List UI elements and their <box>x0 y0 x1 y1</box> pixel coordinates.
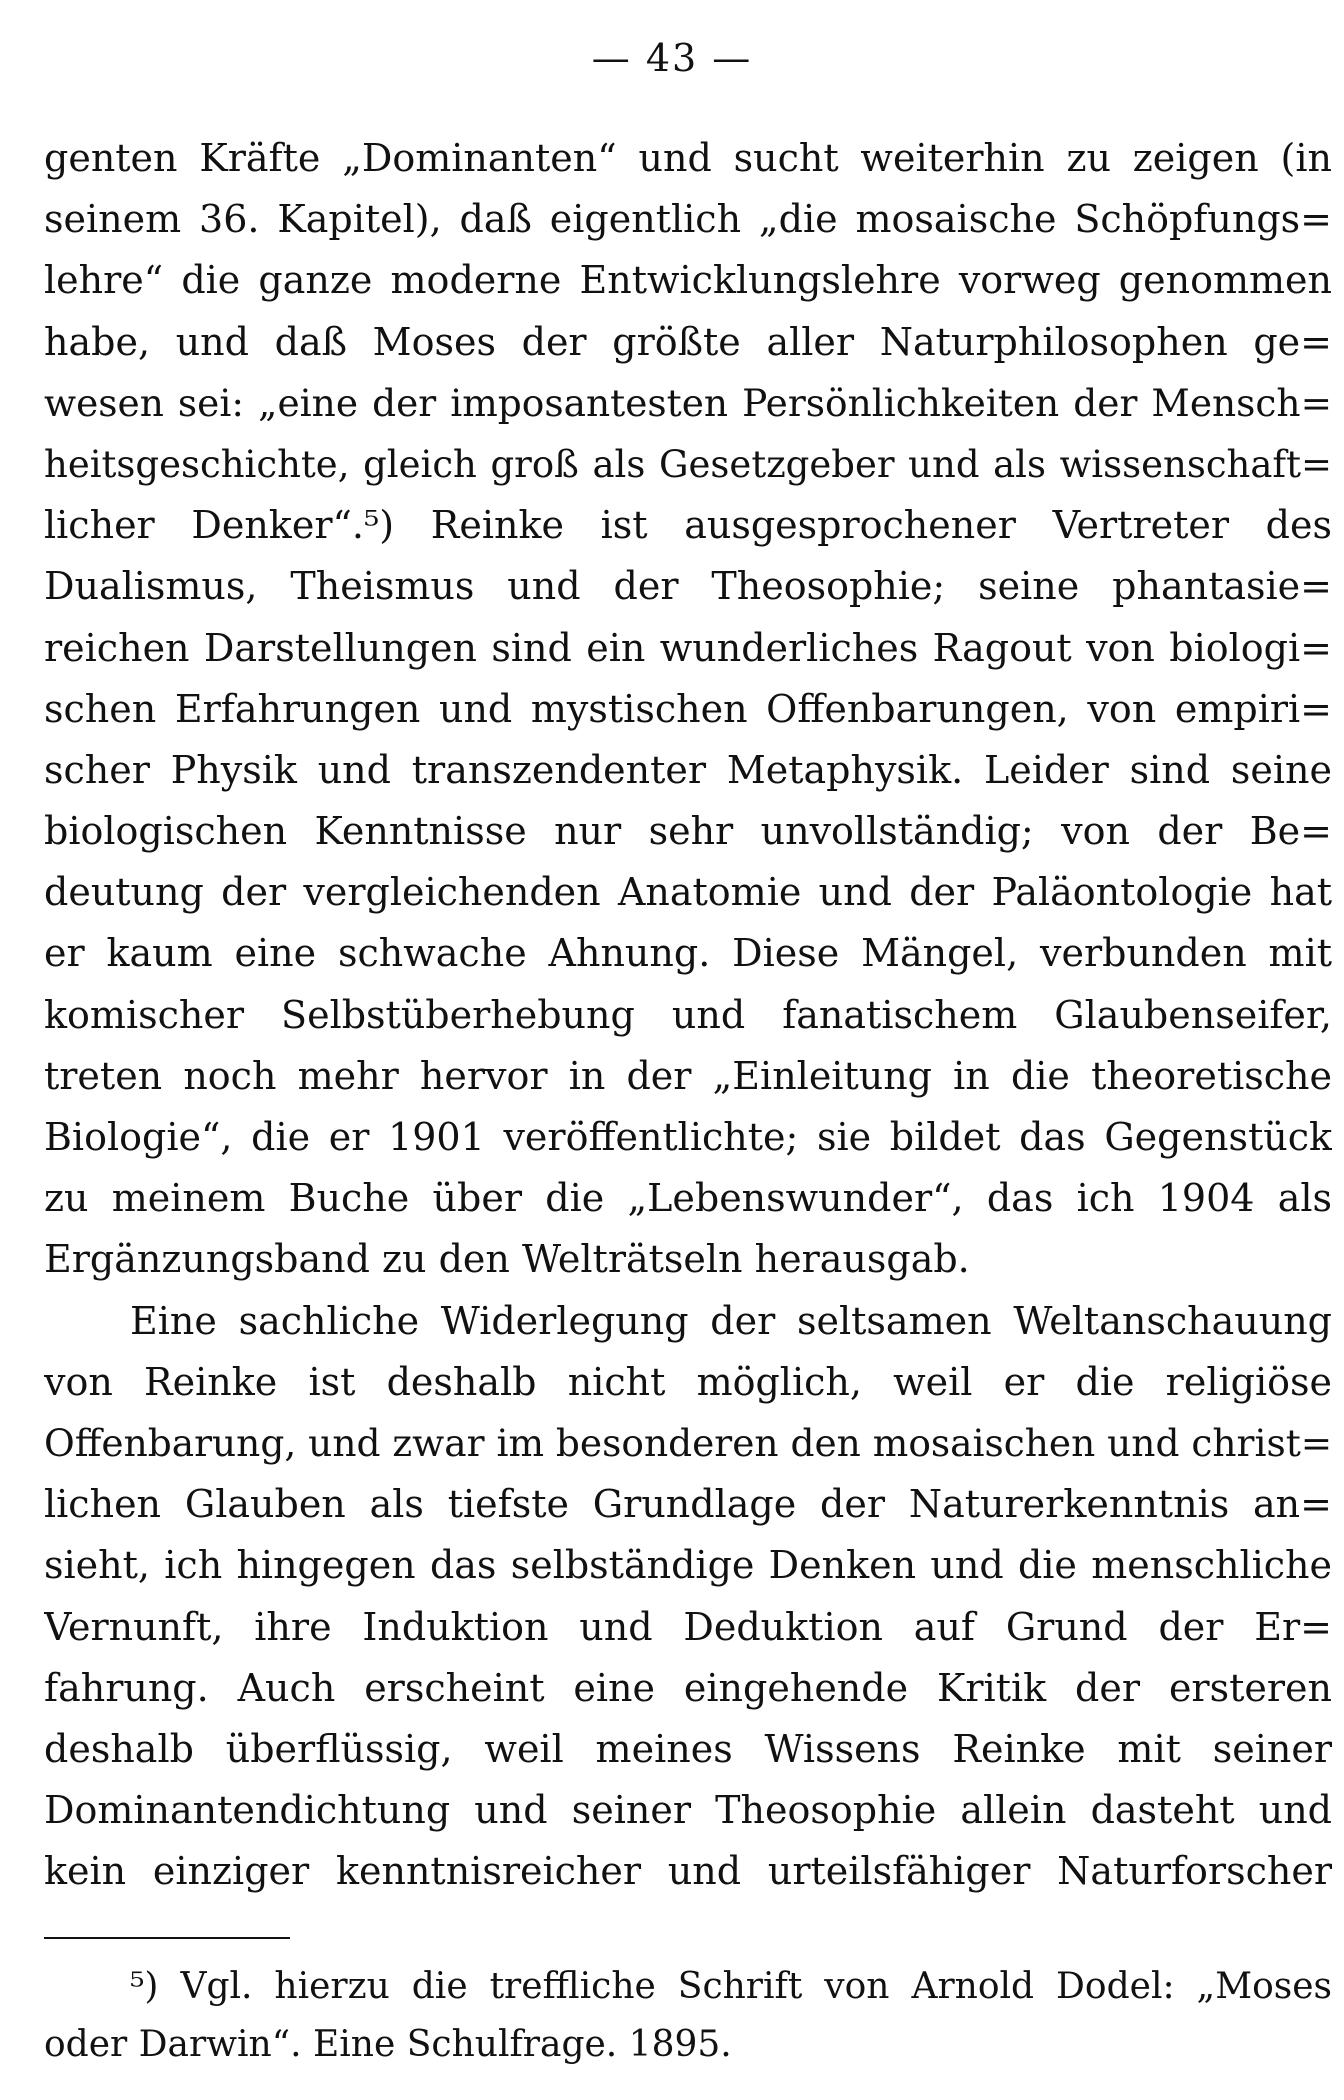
text-line: er kaum eine schwache Ahnung. Diese Mängel, verbunden mit <box>44 931 1332 976</box>
text-line: lichen Glauben als tiefste Grundlage der Naturerkenntnis an= <box>44 1482 1332 1527</box>
text-line: scher Physik und transzendenter Metaphysik. Leider sind seine <box>44 747 1332 792</box>
footnote-divider <box>44 1937 290 1939</box>
text-line: reichen Darstellungen sind ein wunderliches Ragout von biologi= <box>44 625 1332 670</box>
text-line: Dualismus, Theismus und der Theosophie; seine phantasie= <box>44 564 1332 609</box>
text-line: deutung der vergleichenden Anatomie und der Paläontologie hat <box>44 870 1332 915</box>
main-text <box>44 128 1332 1902</box>
paragraph-end-line: Ergänzungsband zu den Welträtseln herausgab. <box>44 1237 970 1282</box>
text-line: Offenbarung, und zwar im besonderen den mosaischen und christ= <box>44 1420 1332 1465</box>
footnote-line: oder Darwin“. Eine Schulfrage. 1895. <box>44 2024 732 2065</box>
text-line: habe, und daß Moses der größte aller Naturphilosophen ge= <box>44 319 1332 364</box>
text-line: treten noch mehr hervor in der „Einleitung in die theoretische <box>44 1053 1332 1098</box>
text-line: Dominantendichtung und seiner Theosophie allein dasteht und <box>44 1788 1332 1833</box>
text-line: Biologie“, die er 1901 veröffentlichte; sie bildet das Gegenstück <box>44 1115 1332 1159</box>
text-line: lehre“ die ganze moderne Entwicklungslehre vorweg genommen <box>44 258 1332 303</box>
text-line: seinem 36. Kapitel), daß eigentlich „die mosaische Schöpfungs= <box>44 197 1332 242</box>
text-line: licher Denker“.⁵) Reinke ist ausgesprochener Vertreter des <box>44 503 1332 548</box>
text-line: sieht, ich hingegen das selbständige Denken und die menschliche <box>44 1543 1332 1588</box>
text-line: Vernunft, ihre Induktion und Deduktion auf Grund der Er= <box>44 1604 1332 1649</box>
text-line: zu meinem Buche über die „Lebenswunder“, das ich 1904 als <box>44 1176 1332 1221</box>
text-line: schen Erfahrungen und mystischen Offenbarungen, von empiri= <box>44 686 1332 731</box>
text-line: genten Kräfte „Dominanten“ und sucht weiterhin zu zeigen (in <box>44 136 1332 180</box>
text-line: heitsgeschichte, gleich groß als Gesetzgeber und als wissenschaft= <box>44 442 1332 486</box>
text-line: von Reinke ist deshalb nicht möglich, weil er die religiöse <box>44 1359 1332 1404</box>
text-line: kein einziger kenntnisreicher und urteilsfähiger Naturforscher <box>44 1849 1332 1894</box>
footnote-line: ⁵) Vgl. hierzu die treffliche Schrift von Arnold Dodel: „Moses <box>130 1966 1332 2007</box>
text-line: biologischen Kenntnisse nur sehr unvollständig; von der Be= <box>44 809 1332 854</box>
footnote <box>44 1958 1332 2074</box>
page-number: — 43 — <box>591 36 753 80</box>
text-line: deshalb überflüssig, weil meines Wissens Reinke mit seiner <box>44 1726 1332 1771</box>
text-line: fahrung. Auch erscheint eine eingehende Kritik der ersteren <box>44 1665 1332 1710</box>
paragraph-start-line: Eine sachliche Widerlegung der seltsamen Weltanschauung <box>130 1298 1332 1343</box>
text-line: wesen sei: „eine der imposantesten Persönlichkeiten der Mensch= <box>44 380 1332 425</box>
text-line: komischer Selbstüberhebung und fanatischem Glaubenseifer, <box>44 992 1332 1037</box>
